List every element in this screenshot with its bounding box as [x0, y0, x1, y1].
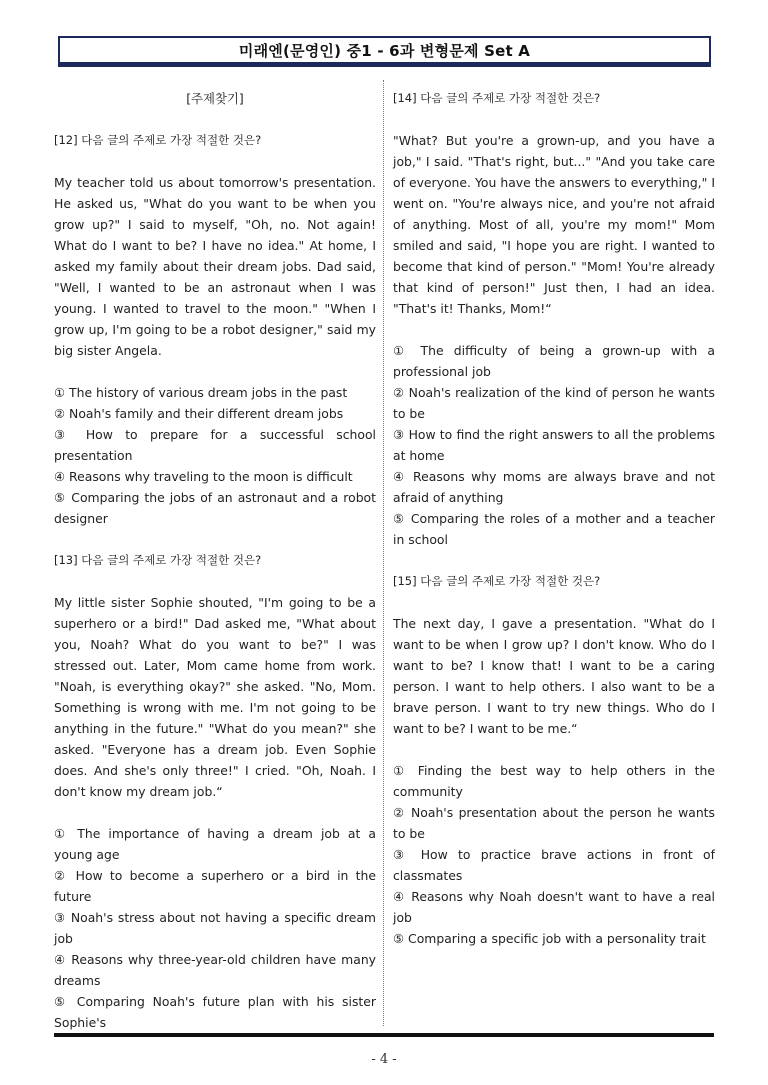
footer-rule [54, 1033, 714, 1037]
answer-option[interactable]: ③ How to prepare for a successful school presentation [54, 427, 376, 463]
answer-option[interactable]: ② How to become a superhero or a bird in the future [54, 868, 376, 904]
answer-option[interactable]: ⑤ Comparing the roles of a mother and a teacher in school [393, 511, 715, 547]
answer-option[interactable]: ④ Reasons why traveling to the moon is difficult [54, 469, 353, 484]
answer-option[interactable]: ③ How to find the right answers to all the problems at home [393, 427, 715, 463]
answer-option[interactable]: ② Noah's presentation about the person he wants to be [393, 805, 715, 841]
answer-option[interactable]: ① The history of various dream jobs in the past [54, 385, 348, 400]
question-heading: [12] 다음 글의 주제로 가장 적절한 것은? [54, 133, 262, 147]
section-tag: [주제찾기] [186, 91, 244, 106]
question-passage: My teacher told us about tomorrow's presentation. He asked us, "What do you want to be when you grow up?" I said to myself, "Oh, no. Not again! What do I want to be? I have no idea." At home, I asked my family about their dream jobs. Dad said, "Well, I wanted to be an astronaut when I was young. I wanted to travel to the moon." "When I grow up, I'm going to be a robot designer," said my big sister Angela. [54, 175, 376, 358]
question-heading: [14] 다음 글의 주제로 가장 적절한 것은? [393, 91, 601, 105]
answer-options [54, 823, 376, 1033]
question-heading: [15] 다음 글의 주제로 가장 적절한 것은? [393, 574, 601, 588]
left-column [54, 88, 376, 1054]
page-title: 미래엔(문영인) 중1 - 6과 변형문제 Set A [238, 41, 531, 60]
page-number: - 4 - [371, 1052, 397, 1067]
question-passage: My little sister Sophie shouted, "I'm going to be a superhero or a bird!" Dad asked me, "What about you, Noah? What do you want to be?" I was stressed out. Later, Mom came home from work. "Noah, is everything okay?" she asked. "No, Mom. Something is wrong with me. I'm not going to be anything in the future." "What do you mean?" she asked. "Everyone has a dream job. Even Sophie does. And she's only three!" I cried. "Oh, Noah. I don't know my dream job.“ [54, 595, 376, 799]
answer-option[interactable]: ③ How to practice brave actions in front of classmates [393, 847, 715, 883]
answer-options [54, 382, 376, 529]
answer-option[interactable]: ⑤ Comparing the jobs of an astronaut and a robot designer [54, 490, 376, 526]
answer-option[interactable]: ⑤ Comparing Noah's future plan with his sister Sophie's [54, 994, 376, 1030]
answer-option[interactable]: ① The importance of having a dream job at a young age [54, 826, 376, 862]
question-passage: "What? But you're a grown-up, and you have a job," I said. "That's right, but..." "And you take care of everyone. You have the answers to everything," I went on. "You're always nice, and you're not afraid of anything. Most of all, you're my mom!" Mom smiled and said, "I hope you are right. I wanted to become that kind of person." "Mom! You're already that kind of person!" Just then, I had an idea. "That's it! Thanks, Mom!“ [393, 133, 715, 316]
answer-option[interactable]: ① Finding the best way to help others in the community [393, 763, 715, 799]
answer-option[interactable]: ② Noah's realization of the kind of person he wants to be [393, 385, 715, 421]
page-header [58, 36, 711, 64]
right-column [393, 88, 715, 970]
answer-options [393, 340, 715, 550]
question-passage: The next day, I gave a presentation. "What do I want to be when I grow up? I don't know. Who do I want to be? I know that! I want to be a caring person. I want to help others. I also want to be a brave person. I want to try new things. Who do I want to be? I want to be me.“ [393, 616, 715, 736]
answer-option[interactable]: ⑤ Comparing a specific job with a personality trait [393, 931, 706, 946]
answer-option[interactable]: ④ Reasons why moms are always brave and not afraid of anything [393, 469, 715, 505]
answer-option[interactable]: ④ Reasons why Noah doesn't want to have a real job [393, 889, 715, 925]
question-15 [393, 571, 715, 949]
answer-option[interactable]: ① The difficulty of being a grown-up with a professional job [393, 343, 715, 379]
header-underline [58, 63, 711, 67]
question-12 [54, 130, 376, 529]
answer-options [393, 760, 715, 949]
column-divider [383, 80, 384, 1026]
question-13 [54, 550, 376, 1033]
answer-option[interactable]: ④ Reasons why three-year-old children have many dreams [54, 952, 376, 988]
answer-option[interactable]: ③ Noah's stress about not having a specific dream job [54, 910, 376, 946]
question-heading: [13] 다음 글의 주제로 가장 적절한 것은? [54, 553, 262, 567]
answer-option[interactable]: ② Noah's family and their different dream jobs [54, 406, 344, 421]
question-14 [393, 88, 715, 550]
